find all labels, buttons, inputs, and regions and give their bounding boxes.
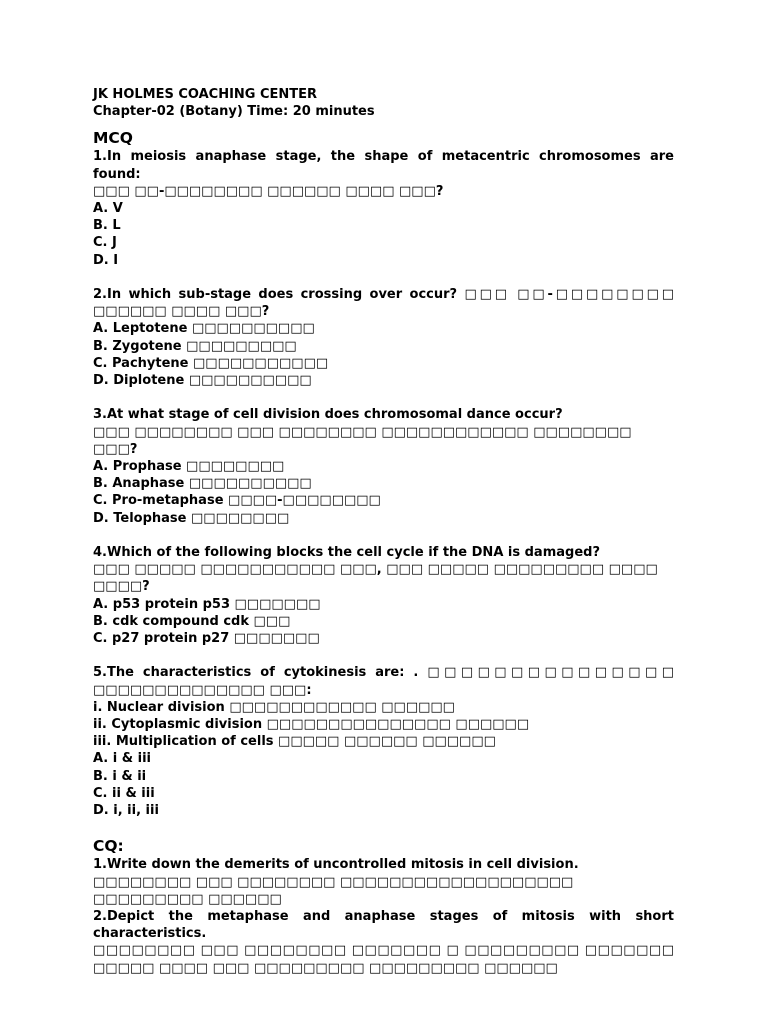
mcq-question-2: 2.In which sub-stage does crossing over occur? □□□ □□-□□□□□□□□ □□□□□□ □□□□ □□□? [93, 287, 679, 320]
mcq-5-option-a: A. i & iii [93, 751, 151, 767]
mcq-5-statement-i: i. Nuclear division □□□□□□□□□□□□ □□□□□□ [93, 699, 455, 715]
mcq-4-option-a: A. p53 protein p53 □□□□□□□ [93, 596, 321, 612]
mcq-question-5: 5.The characteristics of cytokinesis are: . □□□□□□□□□□□□□□□ □□□□□□□□□□□□□□ □□□: [93, 665, 679, 698]
mcq-4-option-b: B. cdk compound cdk □□□ [93, 613, 291, 629]
org-name: JK HOLMES COACHING CENTER [93, 87, 318, 102]
cq-question-2: 2.Depict the metaphase and anaphase stages of mitosis with short characteristics. [93, 909, 679, 942]
mcq-5-statement-iii: iii. Multiplication of cells □□□□□ □□□□□□ □□□□□□ [93, 734, 496, 750]
cq-question-1-translation: □□□□□□□□ □□□ □□□□□□□□ □□□□□□□□□□□□□□□□□□□ □□□□□□□□□ □□□□□□ [93, 874, 578, 907]
mcq-2-option-c: C. Pachytene □□□□□□□□□□□ [93, 355, 329, 371]
mcq-3-option-a: A. Prophase □□□□□□□□ [93, 459, 285, 475]
mcq-question-1-translation: □□□ □□-□□□□□□□□ □□□□□□ □□□□ □□□? [93, 183, 444, 199]
mcq-2-option-b: B. Zygotene □□□□□□□□□ [93, 338, 297, 354]
mcq-3-option-c: C. Pro-metaphase □□□□-□□□□□□□□ [93, 493, 381, 509]
mcq-1-option-b: B. L [93, 218, 121, 234]
cq-heading: CQ: [93, 837, 124, 856]
mcq-5-option-c: C. ii & iii [93, 785, 155, 801]
mcq-2-option-d: D. Diplotene □□□□□□□□□□ [93, 373, 312, 389]
mcq-2-option-a: A. Leptotene □□□□□□□□□□ [93, 321, 315, 337]
mcq-5-option-d: D. i, ii, iii [93, 803, 159, 819]
chapter-info: Chapter-02 (Botany) Time: 20 minutes [93, 104, 375, 120]
mcq-question-3: 3.At what stage of cell division does chromosomal dance occur? [93, 407, 563, 423]
mcq-5-statement-ii: ii. Cytoplasmic division □□□□□□□□□□□□□□□ □□□□□□ [93, 717, 530, 733]
mcq-1-option-a: A. V [93, 201, 123, 217]
mcq-question-4-translation: □□□ □□□□□ □□□□□□□□□□□ □□□, □□□ □□□□□ □□□□□□□□□ □□□□ □□□□? [93, 562, 663, 595]
mcq-3-option-b: B. Anaphase □□□□□□□□□□ [93, 476, 312, 492]
mcq-question-4: 4.Which of the following blocks the cell cycle if the DNA is damaged? [93, 545, 600, 561]
document-page [93, 86, 679, 977]
mcq-3-option-d: D. Telophase □□□□□□□□ [93, 510, 290, 526]
mcq-4-option-c: C. p27 protein p27 □□□□□□□ [93, 631, 320, 647]
cq-question-1: 1.Write down the demerits of uncontrolled mitosis in cell division. [93, 857, 579, 873]
mcq-question-3-translation: □□□ □□□□□□□□ □□□ □□□□□□□□ □□□□□□□□□□□□ □□□□□□□□ □□□? [93, 424, 637, 457]
mcq-1-option-d: D. I [93, 252, 119, 268]
mcq-1-option-c: C. J [93, 235, 117, 251]
mcq-question-1: 1.In meiosis anaphase stage, the shape of metacentric chromosomes are found: [93, 149, 679, 182]
cq-question-2-translation: □□□□□□□□ □□□ □□□□□□□□ □□□□□□□ □ □□□□□□□□□ □□□□□□□ □□□□□ □□□□ □□□ □□□□□□□□□ □□□□□□□□□ □□□□□□ [93, 943, 679, 976]
mcq-5-option-b: B. i & ii [93, 768, 147, 784]
mcq-heading: MCQ [93, 129, 133, 148]
